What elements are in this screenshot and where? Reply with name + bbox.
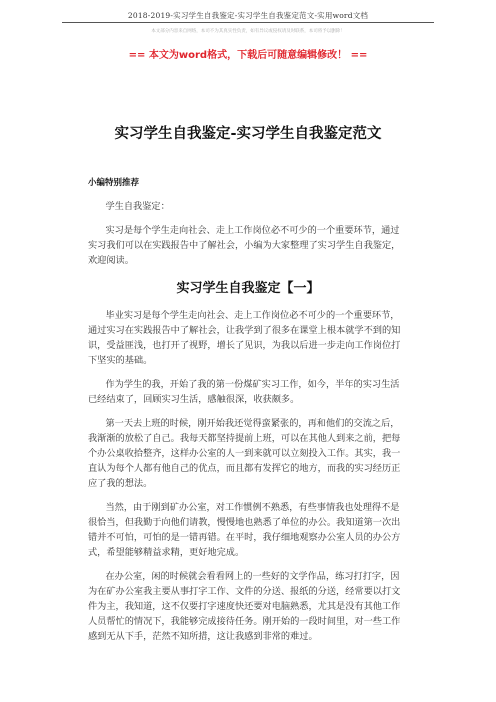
editor-pick-label: 小编特别推荐 — [88, 178, 140, 188]
page-title: 实习学生自我鉴定-实习学生自我鉴定范文 — [114, 126, 382, 142]
document-body — [88, 176, 408, 653]
body-paragraph: 作为学生的我，开始了我的第一份煤矿实习工作，如今，半年的实习生活已经结束了，回顾实习生活，感触很深，收获颇多。 — [88, 379, 400, 405]
body-paragraph: 当然，由于刚到矿办公室，对工作惯例不熟悉，有些事情我也处理得不是很恰当，但我勤于向他们请教，慢慢地也熟悉了单位的办公。我知道第一次出错并不可怕，可怕的是一错再错。在平时，我仔细地观察办公室人员的办公方式，希望能够精益求精，更好地完成。 — [88, 502, 401, 558]
intro-label: 学生自我鉴定： — [105, 201, 170, 212]
header-divider — [62, 22, 434, 23]
section-title: 实习学生自我鉴定【一】 — [176, 281, 320, 296]
word-format-notice: == 本文为word格式，下载后可随意编辑修改！ == — [128, 50, 368, 61]
body-paragraph: 第一天去上班的时候，刚开始我还觉得蛮紧张的，再和他们的交流之后，我渐渐的放松了自己。我每天都坚持提前上班，可以在其他人到来之前，把每个办公桌收拾整齐，这样办公室的人一到来就可以立刻投入工作。其实，我一直认为每个人都有他自己的优点，而且都有发挥它的地方，而我的实习经历正应了我的想法。 — [88, 418, 401, 489]
running-header: 2018-2019-实习学生自我鉴定-实习学生自我鉴定范文-实用word文档 — [127, 11, 369, 20]
body-paragraph: 在办公室，闲的时候就会看看网上的一些好的文学作品，练习打打字，因为在矿办公室我主要从事打字工作、文件的分送、报纸的分送，经常要以打文件为主，我知道，这不仅要打字速度快还要对电脑熟悉，尤其是没有其他工作人员帮忙的情况下，我能够完成接待任务。刚开始的一段时间里，对一些工作感到无从下手，茫然不知所措，这让我感到非常的难过。 — [88, 571, 401, 642]
disclaimer-text: 本文部分内容来自网络，本司不为其真实性负责，如有异议或侵权请及时联系，本司将予以删除！ — [151, 29, 345, 34]
body-paragraph: 毕业实习是每个学生走向社会、走上工作岗位必不可少的一个重要环节，通过实习在实践报告中了解社会，让我学到了很多在课堂上根本就学不到的知识，受益匪浅，也打开了视野，增长了见识，为我以后进一步走向工作岗位打下坚实的基础。 — [88, 310, 401, 366]
intro-paragraph: 实习是每个学生走向社会、走上工作岗位必不可少的一个重要环节，通过实习我们可以在实践报告中了解社会，小编为大家整理了实习学生自我鉴定，欢迎阅读。 — [88, 225, 401, 266]
